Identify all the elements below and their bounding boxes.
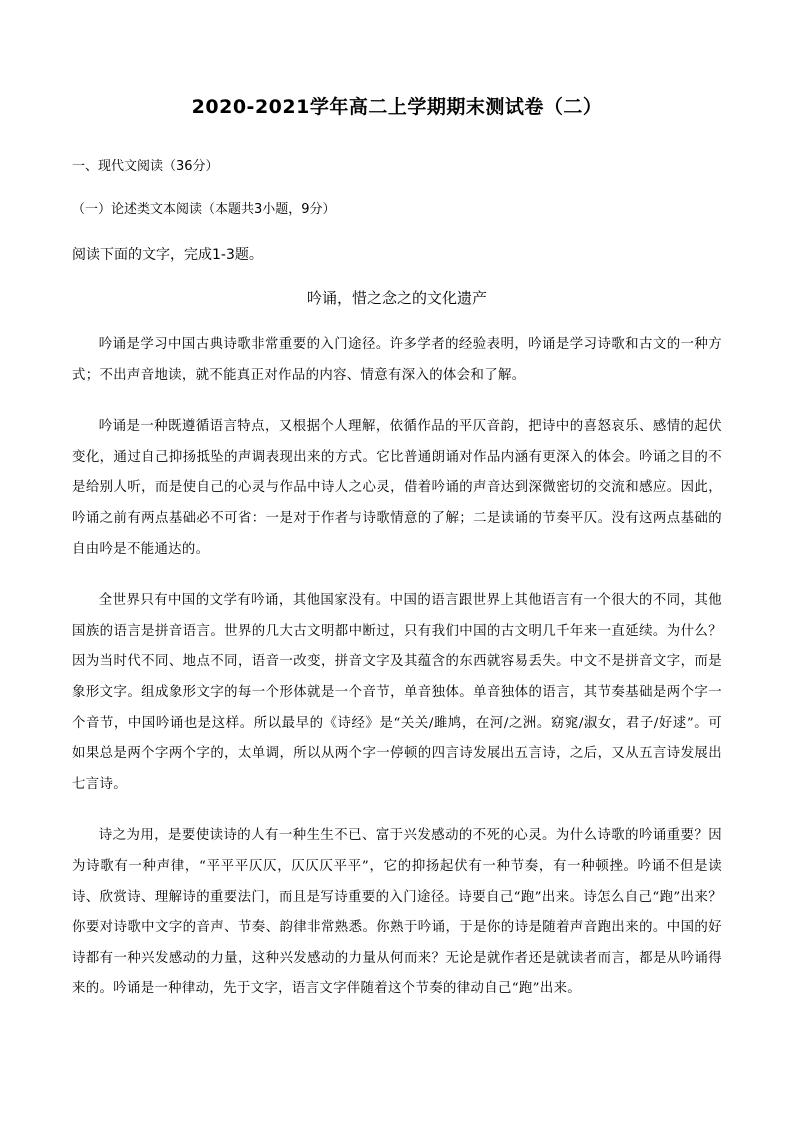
article-title: 吟诵，惜之念之的文化遗产 xyxy=(306,289,487,307)
page-title: 2020-2021学年高二上学期期末测试卷（二） xyxy=(191,96,603,118)
paragraph: 吟诵是学习中国古典诗歌非常重要的入门途径。许多学者的经验表明，吟诵是学习诗歌和古文的一种方式；不出声音地读，就不能真正对作品的内容、情意有深入的体会和了解。 xyxy=(72,337,722,383)
paragraph: 全世界只有中国的文学有吟诵，其他国家没有。中国的语言跟世界上其他语言有一个很大的不同，其他国族的语言是拼音语言。世界的几大古文明都中断过，只有我们中国的古文明几千年来一直延续。为什么？因为当时代不同、地点不同，语音一改变，拼音文字及其蕴含的东西就容易丢失。中文不是拼音文字，而是象形文字。组成象形文字的每一个形体就是一个音节，单音独体。单音独体的语言，其节奏基础是两个字一个音节，中国吟诵也是这样。所以最早的《诗经》是“关关/雎鸠，在河/之洲。窈窕/淑女，君子/好逑”。可如果总是两个字两个字的，太单调，所以从两个字一停顿的四言诗发展出五言诗，之后，又从五言诗发展出七言诗。 xyxy=(72,593,722,792)
section-heading-modern-reading: 一、现代文阅读（36分） xyxy=(72,159,219,174)
subsection-heading-argumentative: （一）论述类文本阅读（本题共3小题，9分） xyxy=(72,202,336,217)
reading-instruction: 阅读下面的文字，完成1-3题。 xyxy=(72,247,263,263)
paragraph: 吟诵是一种既遵循语言特点，又根据个人理解，依循作品的平仄音韵，把诗中的喜怒哀乐、感情的起伏变化，通过自己抑扬抵坠的声调表现出来的方式。它比普通朗诵对作品内涵有更深入的体会。吟诵之目的不是给别人听，而是使自己的心灵与作品中诗人之心灵，借着吟诵的声音达到深微密切的交流和感应。因此，吟诵之前有两点基础必不可省：一是对于作者与诗歌情意的了解；二是读诵的节奏平仄。没有这两点基础的自由吟是不能通达的。 xyxy=(72,419,722,557)
article-body xyxy=(72,330,722,1026)
paragraph: 诗之为用，是要使读诗的人有一种生生不已、富于兴发感动的不死的心灵。为什么诗歌的吟诵重要？因为诗歌有一种声律，“平平平仄仄，仄仄仄平平”，它的抑扬起伏有一种节奏，有一种顿挫。吟诵不但是读诗、欣赏诗、理解诗的重要法门，而且是写诗重要的入门途径。诗要自己“跑”出来。诗怎么自己“跑”出来？你要对诗歌中文字的音声、节奏、韵律非常熟悉。你熟于吟诵，于是你的诗是随着声音跑出来的。中国的好诗都有一种兴发感动的力量，这种兴发感动的力量从何而来？无论是就作者还是就读者而言，都是从吟诵得来的。吟诵是一种律动，先于文字，语言文字伴随着这个节奏的律动自己“跑”出来。 xyxy=(72,828,722,997)
